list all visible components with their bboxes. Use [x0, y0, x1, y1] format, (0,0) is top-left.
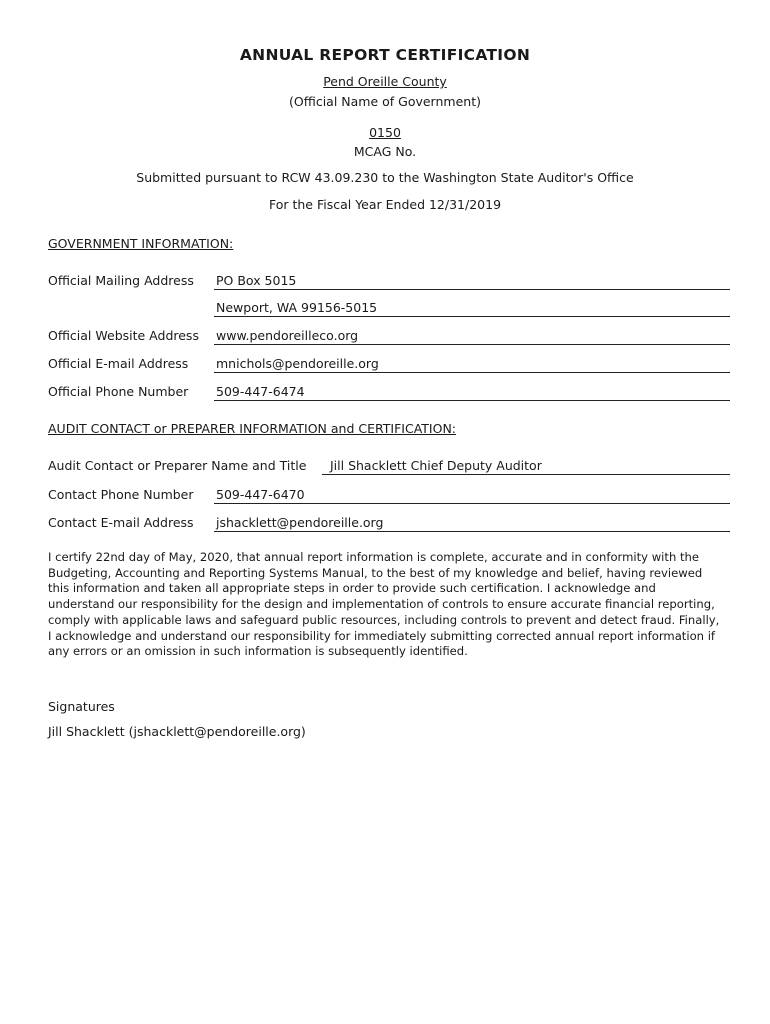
contact-email-value: jshacklett@pendoreille.org — [216, 515, 384, 530]
government-name: Pend Oreille County — [323, 74, 447, 89]
mcag-caption: MCAG No. — [353, 144, 417, 159]
mailing-address-line2: Newport, WA 99156-5015 — [216, 300, 378, 315]
phone-value: 509-447-6474 — [216, 384, 305, 399]
mailing-address-line2-rule — [214, 316, 730, 317]
email-label: Official E-mail Address — [48, 356, 189, 371]
website-value: www.pendoreilleco.org — [216, 328, 359, 343]
document-title: ANNUAL REPORT CERTIFICATION — [239, 46, 531, 64]
government-information-heading: GOVERNMENT INFORMATION: — [48, 236, 234, 251]
contact-email-rule — [214, 531, 730, 532]
fiscal-year-statement: For the Fiscal Year Ended 12/31/2019 — [268, 197, 502, 212]
email-value: mnichols@pendoreille.org — [216, 356, 379, 371]
email-rule — [214, 372, 730, 373]
phone-rule — [214, 400, 730, 401]
contact-phone-rule — [214, 503, 730, 504]
signatures-heading: Signatures — [48, 699, 115, 714]
mcag-number: 0150 — [369, 125, 401, 140]
contact-name-title-value: Jill Shacklett Chief Deputy Auditor — [330, 458, 542, 473]
contact-name-title-label: Audit Contact or Preparer Name and Title — [48, 458, 307, 473]
mailing-address-line1-rule — [214, 289, 730, 290]
website-rule — [214, 344, 730, 345]
audit-contact-heading: AUDIT CONTACT or PREPARER INFORMATION and CERTIFICATION: — [48, 421, 457, 436]
contact-phone-label: Contact Phone Number — [48, 487, 194, 502]
signer-name: Jill Shacklett (jshacklett@pendoreille.org) — [48, 724, 306, 739]
phone-label: Official Phone Number — [48, 384, 189, 399]
mailing-address-label: Official Mailing Address — [48, 273, 194, 288]
government-name-caption: (Official Name of Government) — [289, 94, 481, 109]
contact-phone-value: 509-447-6470 — [216, 487, 305, 502]
submitted-statement: Submitted pursuant to RCW 43.09.230 to the Washington State Auditor's Office — [136, 170, 634, 185]
contact-name-title-rule — [322, 474, 730, 475]
website-label: Official Website Address — [48, 328, 199, 343]
mailing-address-line1: PO Box 5015 — [216, 273, 297, 288]
contact-email-label: Contact E-mail Address — [48, 515, 194, 530]
certification-statement: I certify 22nd day of May, 2020, that annual report information is complete, accurate and in conformity with the Budgeting, Accounting and Reporting Systems Manual, to the best of my knowledge and belief, having reviewed this information and taken all appropriate steps in order to provide such certification. I acknowledge and understand our responsibility for the design and implementation of controls to ensure accurate financial reporting, comply with applicable laws and safeguard public resources, including controls to prevent and detect fraud. Finally, I acknowledge and understand our responsibility for immediately submitting corrected annual report information if any errors or an omission in such information is subsequently identified. — [48, 550, 720, 659]
